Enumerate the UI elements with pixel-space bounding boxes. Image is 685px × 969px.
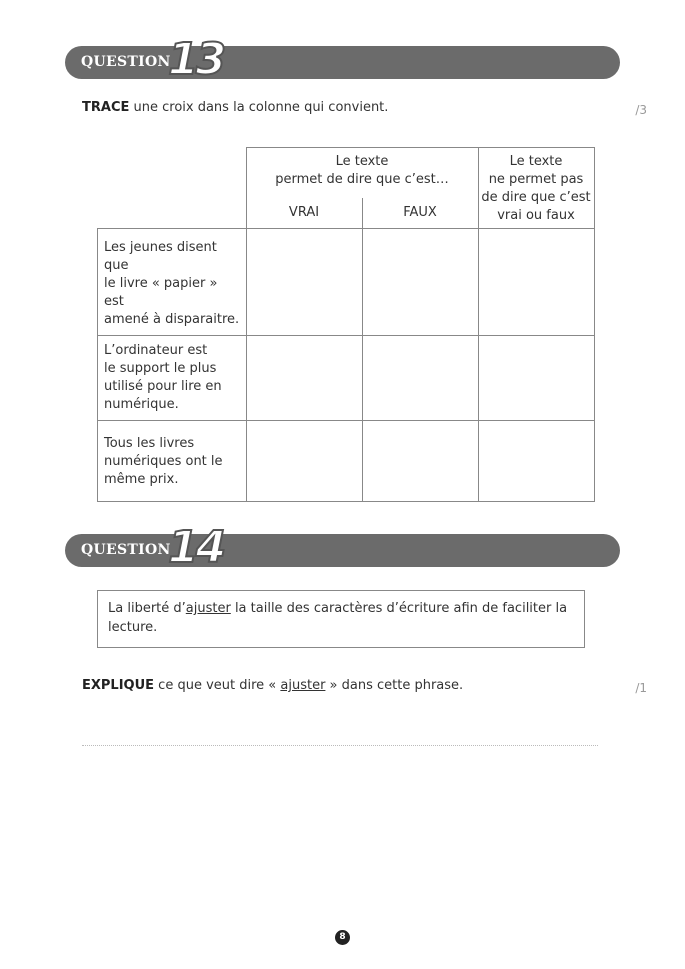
question-13-instruction (82, 100, 388, 115)
statement-line: le support le plus (104, 361, 217, 376)
answer-cell-vrai[interactable] (246, 229, 362, 336)
quote-line (108, 599, 574, 618)
answer-cell-cannot-tell[interactable] (478, 421, 594, 502)
statement-line: numériques ont le (104, 454, 223, 469)
instruction-text: une croix dans la colonne qui convient. (129, 100, 389, 115)
instruction-keyword: ajuster (280, 678, 326, 693)
header-line: Le texte (509, 154, 563, 169)
statement-line: numérique. (104, 397, 179, 412)
statement-line: amené à disparaitre. (104, 312, 240, 327)
statement-line: utilisé pour lire en (104, 379, 222, 394)
answer-cell-faux[interactable] (362, 336, 478, 421)
header-cannot-tell (478, 148, 594, 229)
table-row (98, 421, 595, 502)
answer-cell-faux[interactable] (362, 421, 478, 502)
question-14-instruction (82, 678, 463, 693)
answer-cell-vrai[interactable] (246, 336, 362, 421)
header-vrai: VRAI (246, 198, 362, 229)
instruction-verb: TRACE (82, 100, 130, 115)
instruction-text: » dans cette phrase. (325, 678, 464, 693)
answer-line[interactable] (82, 745, 598, 746)
statement-line: Les jeunes disent que (104, 240, 217, 273)
instruction-text: ce que veut dire « (154, 678, 281, 693)
quote-text: La liberté d’ (108, 601, 186, 616)
question-13-score: /3 (635, 103, 647, 117)
table-row (98, 229, 595, 336)
quote-text: la taille des caractères d’écriture afin de faciliter la (230, 601, 568, 616)
question-number: 13 (168, 34, 224, 85)
question-14-banner (65, 522, 620, 573)
header-group-true-false (246, 148, 478, 198)
quote-line: lecture. (108, 620, 158, 635)
question-label: QUESTION (81, 542, 171, 558)
statement-line: L’ordinateur est (104, 343, 208, 358)
header-line: Le texte (335, 154, 389, 169)
answer-cell-vrai[interactable] (246, 421, 362, 502)
table-row (98, 336, 595, 421)
header-line: de dire que c’est (481, 190, 591, 205)
page-number: 8 (335, 930, 350, 945)
quote-box (97, 590, 585, 648)
row-statement (98, 336, 247, 421)
answer-cell-faux[interactable] (362, 229, 478, 336)
question-label: QUESTION (81, 54, 171, 70)
header-line: permet de dire que c’est… (275, 172, 449, 187)
quote-keyword: ajuster (185, 601, 231, 616)
instruction-verb: EXPLIQUE (82, 678, 155, 693)
statement-line: le livre « papier » est (104, 276, 218, 309)
answer-cell-cannot-tell[interactable] (478, 229, 594, 336)
header-line: ne permet pas (488, 172, 584, 187)
row-statement (98, 421, 247, 502)
header-faux: FAUX (362, 198, 478, 229)
statement-line: même prix. (104, 472, 179, 487)
answer-cell-cannot-tell[interactable] (478, 336, 594, 421)
answer-table (97, 147, 595, 502)
row-statement (98, 229, 247, 336)
question-number: 14 (168, 522, 224, 573)
question-13-banner (65, 34, 620, 85)
question-14-score: /1 (635, 681, 647, 695)
table-corner (98, 148, 247, 229)
header-line: vrai ou faux (497, 208, 575, 223)
statement-line: Tous les livres (104, 436, 195, 451)
